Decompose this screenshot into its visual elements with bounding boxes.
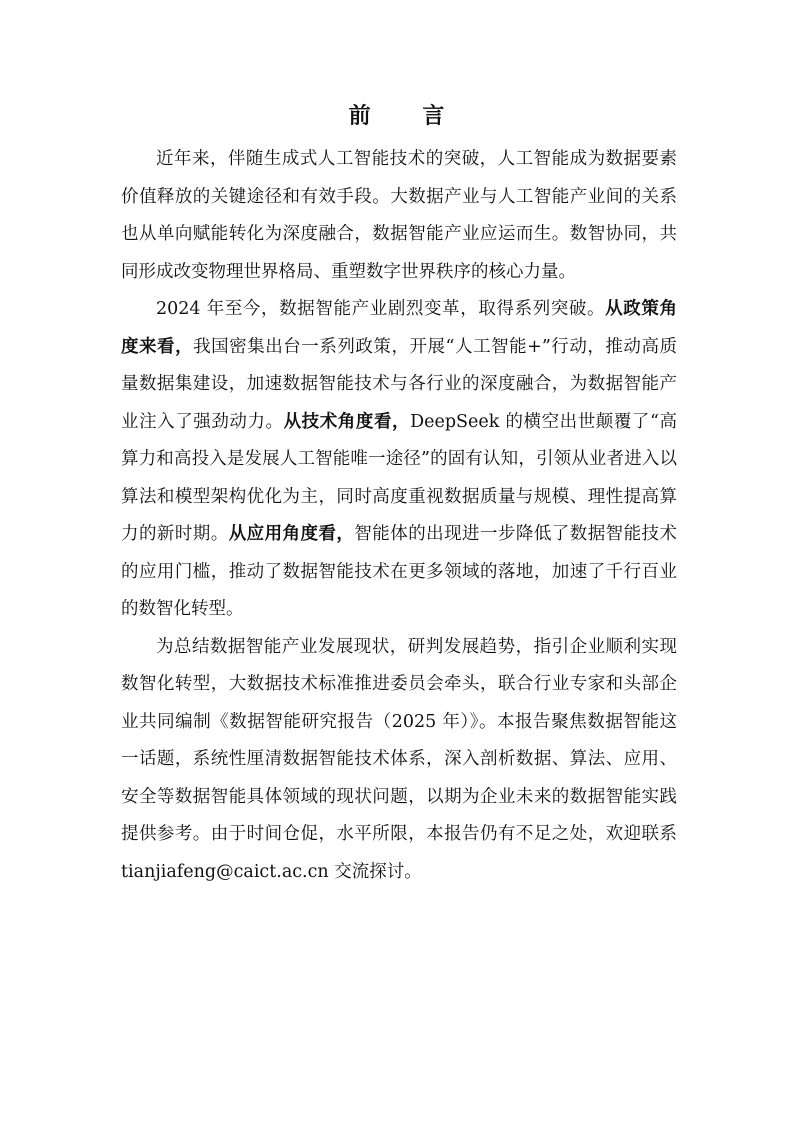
technology-angle-heading: 从技术角度看， xyxy=(283,411,411,432)
paragraph-2-text-a: 2024 年至今，数据智能产业剧烈变革，取得系列突破。 xyxy=(156,299,606,319)
body-text xyxy=(121,141,677,891)
policy-angle-heading: 从政策角度来看， xyxy=(121,299,677,357)
paragraph-1-text: 近年来，伴随生成式人工智能技术的突破，人工智能成为数据要素价值释放的关键途径和有效手段。大数据产业与人工智能产业间的关系也从单向赋能转化为深度融合，数据智能产业应运而生。数智协同，共同形成改变物理世界格局、重塑数字世界秩序的核心力量。 xyxy=(121,149,677,282)
paragraph-3-text: 为总结数据智能产业发展现状，研判发展趋势，指引企业顺利实现数智化转型，大数据技术标准推进委员会牵头，联合行业专家和头部企业共同编制《数据智能研究报告（2025 年）》。本报告聚焦数据智能这一话题，系统性厘清数据智能技术体系，深入剖析数据、算法、应用、安全等数据智能具体领域的现状问题，以期为企业未来的数据智能实践提供参考。由于时间仓促，水平所限，本报告仍有不足之处，欢迎联系 tianjiafeng@caict.ac.cn 交流探讨。 xyxy=(121,636,677,882)
paragraph-2 xyxy=(121,291,677,629)
page-title: 前 言 xyxy=(348,103,467,129)
paragraph-2-text-b: 我国密集出台一系列政策，开展“人工智能+”行动，推动高质量数据集建设，加速数据智能技术与各行业的深度融合，为数据智能产业注入了强劲动力。 xyxy=(121,336,677,432)
paragraph-3 xyxy=(121,629,677,892)
paragraph-1 xyxy=(121,141,677,291)
paragraph-2-text-d: 智能体的出现进一步降低了数据智能技术的应用门槛，推动了数据智能技术在更多领域的落地，加速了千行百业的数智化转型。 xyxy=(121,524,678,619)
application-angle-heading: 从应用角度看， xyxy=(228,524,355,544)
paragraph-2-text-c: DeepSeek 的横空出世颠覆了“高算力和高投入是发展人工智能唯一途径”的固有认知，引领从业者进入以算法和模型架构优化为主，同时高度重视数据质量与规模、理性提高算力的新时期。 xyxy=(121,411,678,544)
